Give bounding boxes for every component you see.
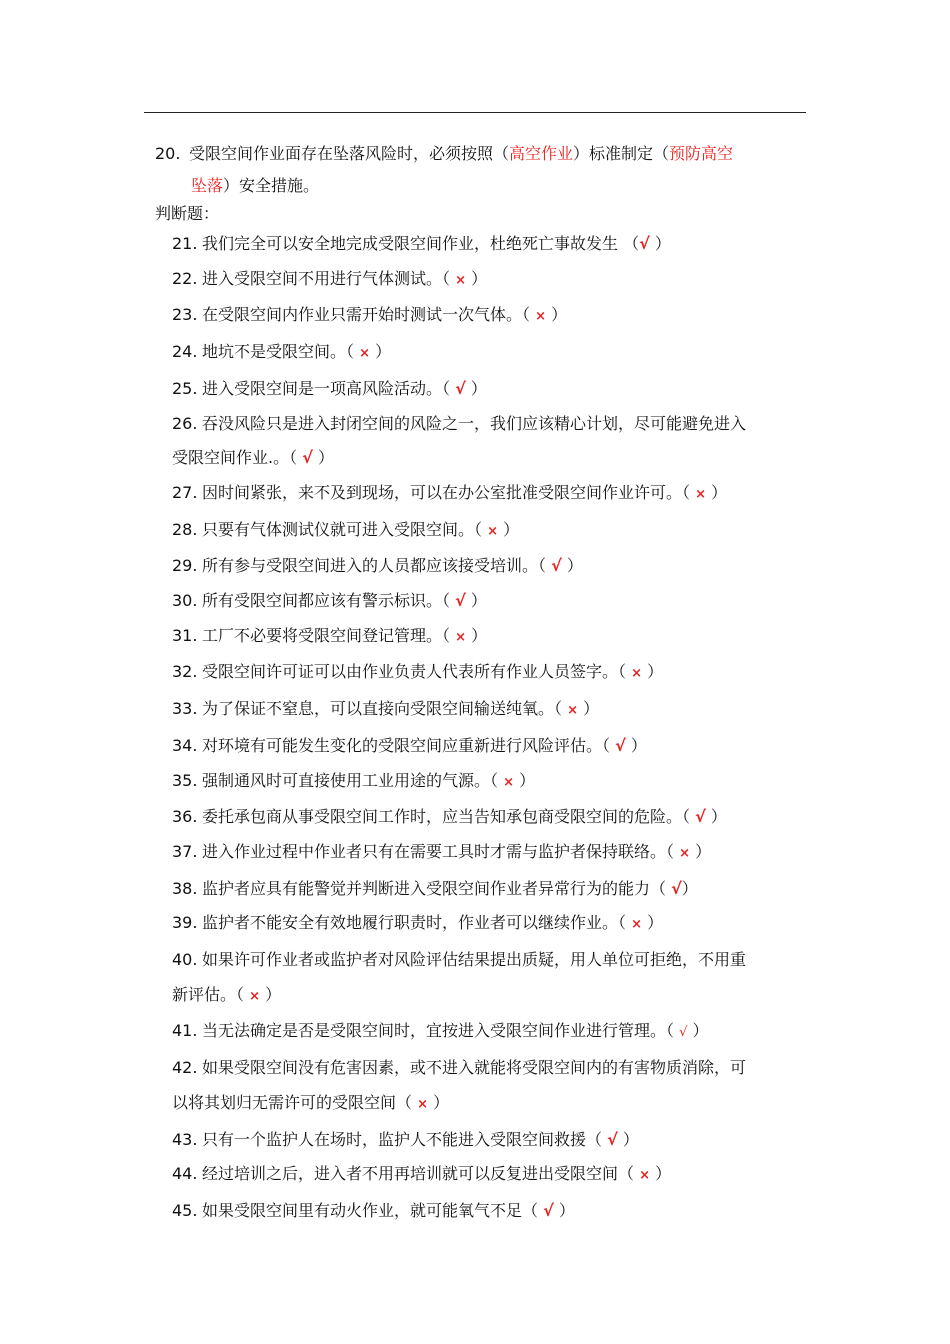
question-item-continuation	[172, 441, 808, 476]
question-text: 为了保证不窒息，可以直接向受限空间输送纯氧。（	[202, 699, 568, 719]
answer-mark: ×	[417, 1096, 428, 1112]
question-number: 36.	[172, 807, 198, 827]
question-number: 31.	[172, 625, 198, 645]
question-item	[172, 655, 808, 692]
question-item	[172, 764, 808, 801]
question-item	[172, 549, 808, 584]
question-number: 29.	[172, 556, 198, 576]
answer-text: 坠落	[191, 176, 224, 195]
answer-mark: ×	[631, 917, 642, 933]
answer-mark: √	[543, 1200, 554, 1220]
answer-mark: √	[551, 556, 562, 576]
question-number: 33.	[172, 699, 198, 719]
question-text: ）	[642, 662, 664, 682]
question-text: ）	[642, 913, 664, 933]
question-item	[172, 1123, 808, 1158]
header-rule	[144, 112, 806, 113]
question-number: 21.	[172, 234, 198, 253]
question-item	[172, 729, 808, 764]
question-number: 26.	[172, 413, 198, 433]
question-text: 进入受限空间是一项高风险活动。（	[202, 378, 456, 398]
question-item	[172, 1194, 808, 1229]
question-number: 30.	[172, 591, 198, 611]
question-item	[172, 1157, 808, 1194]
question-text: ）	[687, 1021, 709, 1041]
question-text: ）	[514, 770, 536, 790]
question-text: 所有参与受限空间进入的人员都应该接受培训。（	[202, 556, 552, 576]
question-number: 45.	[172, 1200, 198, 1220]
question-item-continuation	[172, 978, 808, 1015]
question-text: 我们完全可以安全地完成受限空间作业，杜绝死亡事故发生 （	[202, 234, 640, 253]
question-number: 41.	[172, 1021, 198, 1041]
question-20	[155, 138, 805, 202]
question-number: 34.	[172, 735, 198, 755]
question-item	[172, 906, 808, 943]
answer-mark: ×	[535, 309, 546, 325]
question-text: 如果受限空间没有危害因素，或不进入就能将受限空间内的有害物质消除，可	[202, 1058, 747, 1078]
question-text: ）	[681, 878, 698, 898]
question-text: ）	[649, 234, 671, 253]
answer-mark: ×	[567, 703, 578, 719]
question-text: ）	[690, 841, 712, 861]
question-item	[172, 298, 808, 335]
question-text: 受限空间作业.。（	[172, 448, 303, 468]
answer-text: 高空作业	[509, 144, 574, 163]
question-item	[172, 1051, 808, 1086]
answer-mark: ×	[679, 845, 690, 861]
question-number: 42.	[172, 1058, 198, 1078]
question-text: 以将其划归无需许可的受限空间（	[172, 1092, 418, 1112]
question-item	[172, 800, 808, 835]
question-number: 35.	[172, 770, 198, 790]
answer-mark: ×	[503, 774, 514, 790]
question-20-line-1	[155, 138, 805, 170]
answer-mark: √	[455, 591, 466, 611]
question-text: 委托承包商从事受限空间工作时，应当告知承包商受限空间的危险。（	[202, 807, 696, 827]
question-text: ）	[561, 556, 583, 576]
question-item	[172, 584, 808, 619]
question-number: 20.	[155, 144, 181, 163]
question-text: 吞没风险只是进入封闭空间的风险之一，我们应该精心计划，尽可能避免进入	[202, 413, 747, 433]
question-item	[172, 692, 808, 729]
question-text: 如果受限空间里有动火作业，就可能氧气不足（	[202, 1200, 544, 1220]
question-text: ）	[578, 699, 600, 719]
question-number: 22.	[172, 268, 198, 288]
question-text: 因时间紧张，来不及到现场，可以在办公室批准受限空间作业许可。（	[202, 482, 696, 502]
question-text: 监护者不能安全有效地履行职责时，作业者可以继续作业。（	[202, 913, 632, 933]
question-text: 受限空间作业面存在坠落风险时，必须按照（	[189, 144, 510, 163]
question-text: 工厂不必要将受限空间登记管理。（	[202, 625, 456, 645]
question-item	[172, 335, 808, 372]
answer-mark: √	[302, 448, 313, 468]
answer-mark: √	[639, 234, 650, 253]
question-number: 40.	[172, 950, 198, 970]
question-text: ）	[705, 807, 727, 827]
question-text: 如果许可作业者或监护者对风险评估结果提出质疑，用人单位可拒绝，不用重	[202, 950, 747, 970]
answer-mark: ×	[249, 988, 260, 1004]
question-text: ）	[625, 735, 647, 755]
question-number: 25.	[172, 378, 198, 398]
answer-mark: √	[607, 1129, 618, 1149]
question-text: ）	[465, 378, 487, 398]
answer-mark: √	[695, 807, 706, 827]
answer-mark: ×	[455, 272, 466, 288]
question-text: 地坑不是受限空间。（	[202, 342, 360, 362]
question-text: 进入受限空间不用进行气体测试。（	[202, 268, 456, 288]
answer-mark: ×	[639, 1168, 650, 1184]
question-text: ）	[466, 268, 488, 288]
question-text: 在受限空间内作业只需开始时测试一次气体。（	[202, 305, 536, 325]
question-item	[172, 513, 808, 550]
answer-mark: ×	[455, 629, 466, 645]
question-text: ）安全措施。	[223, 176, 320, 195]
question-text: ）	[428, 1092, 450, 1112]
question-number: 27.	[172, 482, 198, 502]
question-text: 所有受限空间都应该有警示标识。（	[202, 591, 456, 611]
question-text: 只有一个监护人在场时，监护人不能进入受限空间救援（	[202, 1129, 608, 1149]
question-number: 43.	[172, 1129, 198, 1149]
question-number: 23.	[172, 305, 198, 325]
question-number: 38.	[172, 878, 198, 898]
question-text: ）	[312, 448, 334, 468]
question-text: 监护者应具有能警觉并判断进入受限空间作业者异常行为的能力（	[202, 878, 672, 898]
question-text: ）	[706, 482, 728, 502]
question-text: ）	[546, 305, 568, 325]
question-number: 44.	[172, 1164, 198, 1184]
answer-mark: √	[615, 735, 626, 755]
question-text: ）	[498, 519, 520, 539]
question-text: 强制通风时可直接使用工业用途的气源。（	[202, 770, 504, 790]
question-text: 当无法确定是否是受限空间时，宜按进入受限空间作业进行管理。（	[202, 1021, 680, 1041]
question-item	[172, 407, 808, 442]
section-heading: 判断题：	[155, 204, 220, 223]
answer-mark: ×	[695, 486, 706, 502]
question-text: ）	[465, 591, 487, 611]
answer-mark: √	[671, 878, 682, 898]
question-text: 经过培训之后，进入者不用再培训就可以反复进出受限空间（	[202, 1164, 640, 1184]
answer-mark: √	[455, 378, 466, 398]
answer-mark: ×	[631, 666, 642, 682]
question-item-continuation	[172, 1086, 808, 1123]
question-number: 24.	[172, 342, 198, 362]
question-text: ）	[617, 1129, 639, 1149]
question-number: 37.	[172, 841, 198, 861]
question-text: ）	[260, 984, 282, 1004]
answer-mark: ×	[487, 523, 498, 539]
question-item	[172, 227, 808, 262]
answer-mark: ×	[359, 346, 370, 362]
question-text: ）	[370, 342, 392, 362]
question-item	[172, 262, 808, 299]
question-text: 受限空间许可证可以由作业负责人代表所有作业人员签字。（	[202, 662, 632, 682]
question-item	[172, 619, 808, 656]
question-item	[172, 1014, 808, 1051]
answer-text: 预防高空	[669, 144, 734, 163]
true-false-question-list	[172, 227, 808, 1229]
question-item	[172, 943, 808, 978]
question-number: 28.	[172, 519, 198, 539]
question-text: ）	[650, 1164, 672, 1184]
question-text: ）	[553, 1200, 575, 1220]
question-item	[172, 872, 808, 907]
question-text: 新评估。（	[172, 984, 250, 1004]
question-text: 对环境有可能发生变化的受限空间应重新进行风险评估。（	[202, 735, 616, 755]
question-text: ）	[466, 625, 488, 645]
question-text: ）标准制定（	[573, 144, 670, 163]
question-20-line-2	[155, 170, 805, 202]
question-text: 进入作业过程中作业者只有在需要工具时才需与监护者保持联络。（	[202, 841, 680, 861]
question-number: 32.	[172, 662, 198, 682]
question-item	[172, 835, 808, 872]
answer-mark: √	[679, 1025, 688, 1041]
question-item	[172, 372, 808, 407]
question-number: 39.	[172, 913, 198, 933]
question-item	[172, 476, 808, 513]
question-text: 只要有气体测试仪就可进入受限空间。（	[202, 519, 488, 539]
